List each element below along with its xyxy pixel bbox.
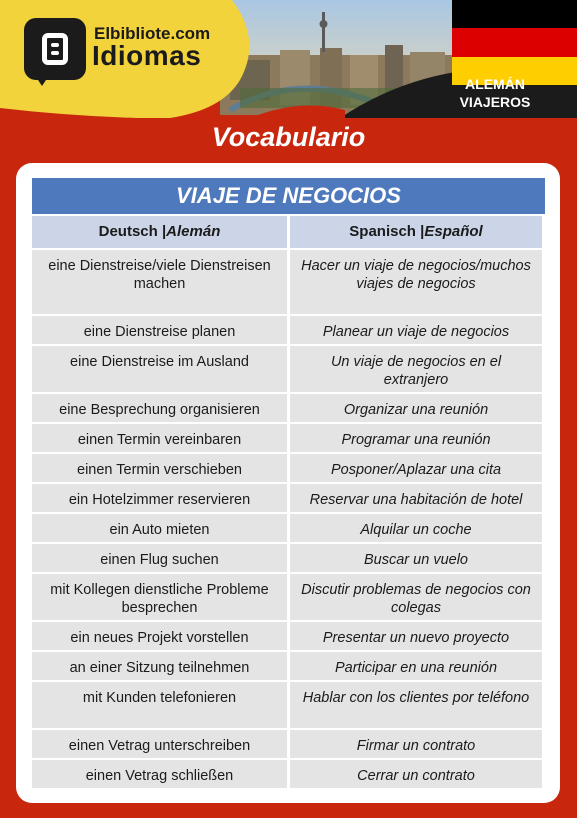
cell-deutsch: eine Dienstreise/viele Dienstreisen machen: [32, 250, 287, 314]
header-banner: [0, 0, 577, 118]
cell-espanol: Cerrar un contrato: [287, 760, 542, 788]
header-deutsch-label: Deutsch |: [98, 223, 167, 240]
cell-espanol: Un viaje de negocios en el extranjero: [287, 346, 542, 392]
cell-deutsch: einen Vetrag unterschreiben: [32, 730, 287, 758]
table-row: [32, 758, 545, 788]
header-spanisch-label: Spanisch |: [349, 223, 425, 240]
cell-espanol: Alquilar un coche: [287, 514, 542, 542]
logo-tail: [34, 74, 50, 86]
table-row: [32, 572, 545, 620]
cell-deutsch: einen Termin verschieben: [32, 454, 287, 482]
cell-deutsch: mit Kunden telefonieren: [32, 682, 287, 728]
cell-deutsch: an einer Sitzung teilnehmen: [32, 652, 287, 680]
header-spanisch-italic: Español: [424, 223, 483, 240]
cell-espanol: Discutir problemas de negocios con colegas: [287, 574, 542, 620]
cell-espanol: Participar en una reunión: [287, 652, 542, 680]
cell-espanol: Hacer un viaje de negocios/muchos viajes de negocios: [287, 250, 542, 314]
table-row: [32, 314, 545, 344]
cell-deutsch: einen Flug suchen: [32, 544, 287, 572]
cell-deutsch: mit Kollegen dienstliche Probleme besprechen: [32, 574, 287, 620]
table-row: [32, 650, 545, 680]
cell-espanol: Programar una reunión: [287, 424, 542, 452]
table-row: [32, 728, 545, 758]
cell-espanol: Firmar un contrato: [287, 730, 542, 758]
cell-espanol: Buscar un vuelo: [287, 544, 542, 572]
table-row: [32, 392, 545, 422]
cell-espanol: Hablar con los clientes por teléfono: [287, 682, 542, 728]
vocabulary-table: [32, 178, 545, 788]
badge-section: VIAJEROS: [459, 94, 531, 110]
table-row: [32, 452, 545, 482]
cell-deutsch: eine Dienstreise im Ausland: [32, 346, 287, 392]
table-row: [32, 680, 545, 728]
cell-deutsch: einen Termin vereinbaren: [32, 424, 287, 452]
badge-language: ALEMÁN: [465, 76, 525, 92]
page-title: Vocabulario: [211, 122, 366, 152]
cell-espanol: Presentar un nuevo proyecto: [287, 622, 542, 650]
cell-deutsch: ein Auto mieten: [32, 514, 287, 542]
cell-deutsch: ein neues Projekt vorstellen: [32, 622, 287, 650]
cell-espanol: Posponer/Aplazar una cita: [287, 454, 542, 482]
table-row: [32, 422, 545, 452]
cell-espanol: Reservar una habitación de hotel: [287, 484, 542, 512]
brand-site: Elbibliote.com: [94, 24, 211, 43]
germany-flag-icon: [452, 0, 577, 85]
cell-deutsch: eine Besprechung organisieren: [32, 394, 287, 422]
header-deutsch-italic: Alemán: [166, 223, 221, 240]
header-deutsch: [32, 216, 287, 248]
elbibliote-logo-icon: [24, 18, 86, 80]
cell-espanol: Organizar una reunión: [287, 394, 542, 422]
cell-deutsch: eine Dienstreise planen: [32, 316, 287, 344]
table-row: [32, 512, 545, 542]
table-header-row: [32, 214, 545, 248]
table-title: VIAJE DE NEGOCIOS: [32, 178, 545, 214]
table-row: [32, 482, 545, 512]
table-row: [32, 248, 545, 314]
table-row: [32, 542, 545, 572]
header-spanisch: [287, 216, 542, 248]
cell-deutsch: einen Vetrag schließen: [32, 760, 287, 788]
table-row: [32, 344, 545, 392]
cell-deutsch: ein Hotelzimmer reservieren: [32, 484, 287, 512]
cell-espanol: Planear un viaje de negocios: [287, 316, 542, 344]
brand-name: Idiomas: [92, 40, 202, 71]
table-row: [32, 620, 545, 650]
